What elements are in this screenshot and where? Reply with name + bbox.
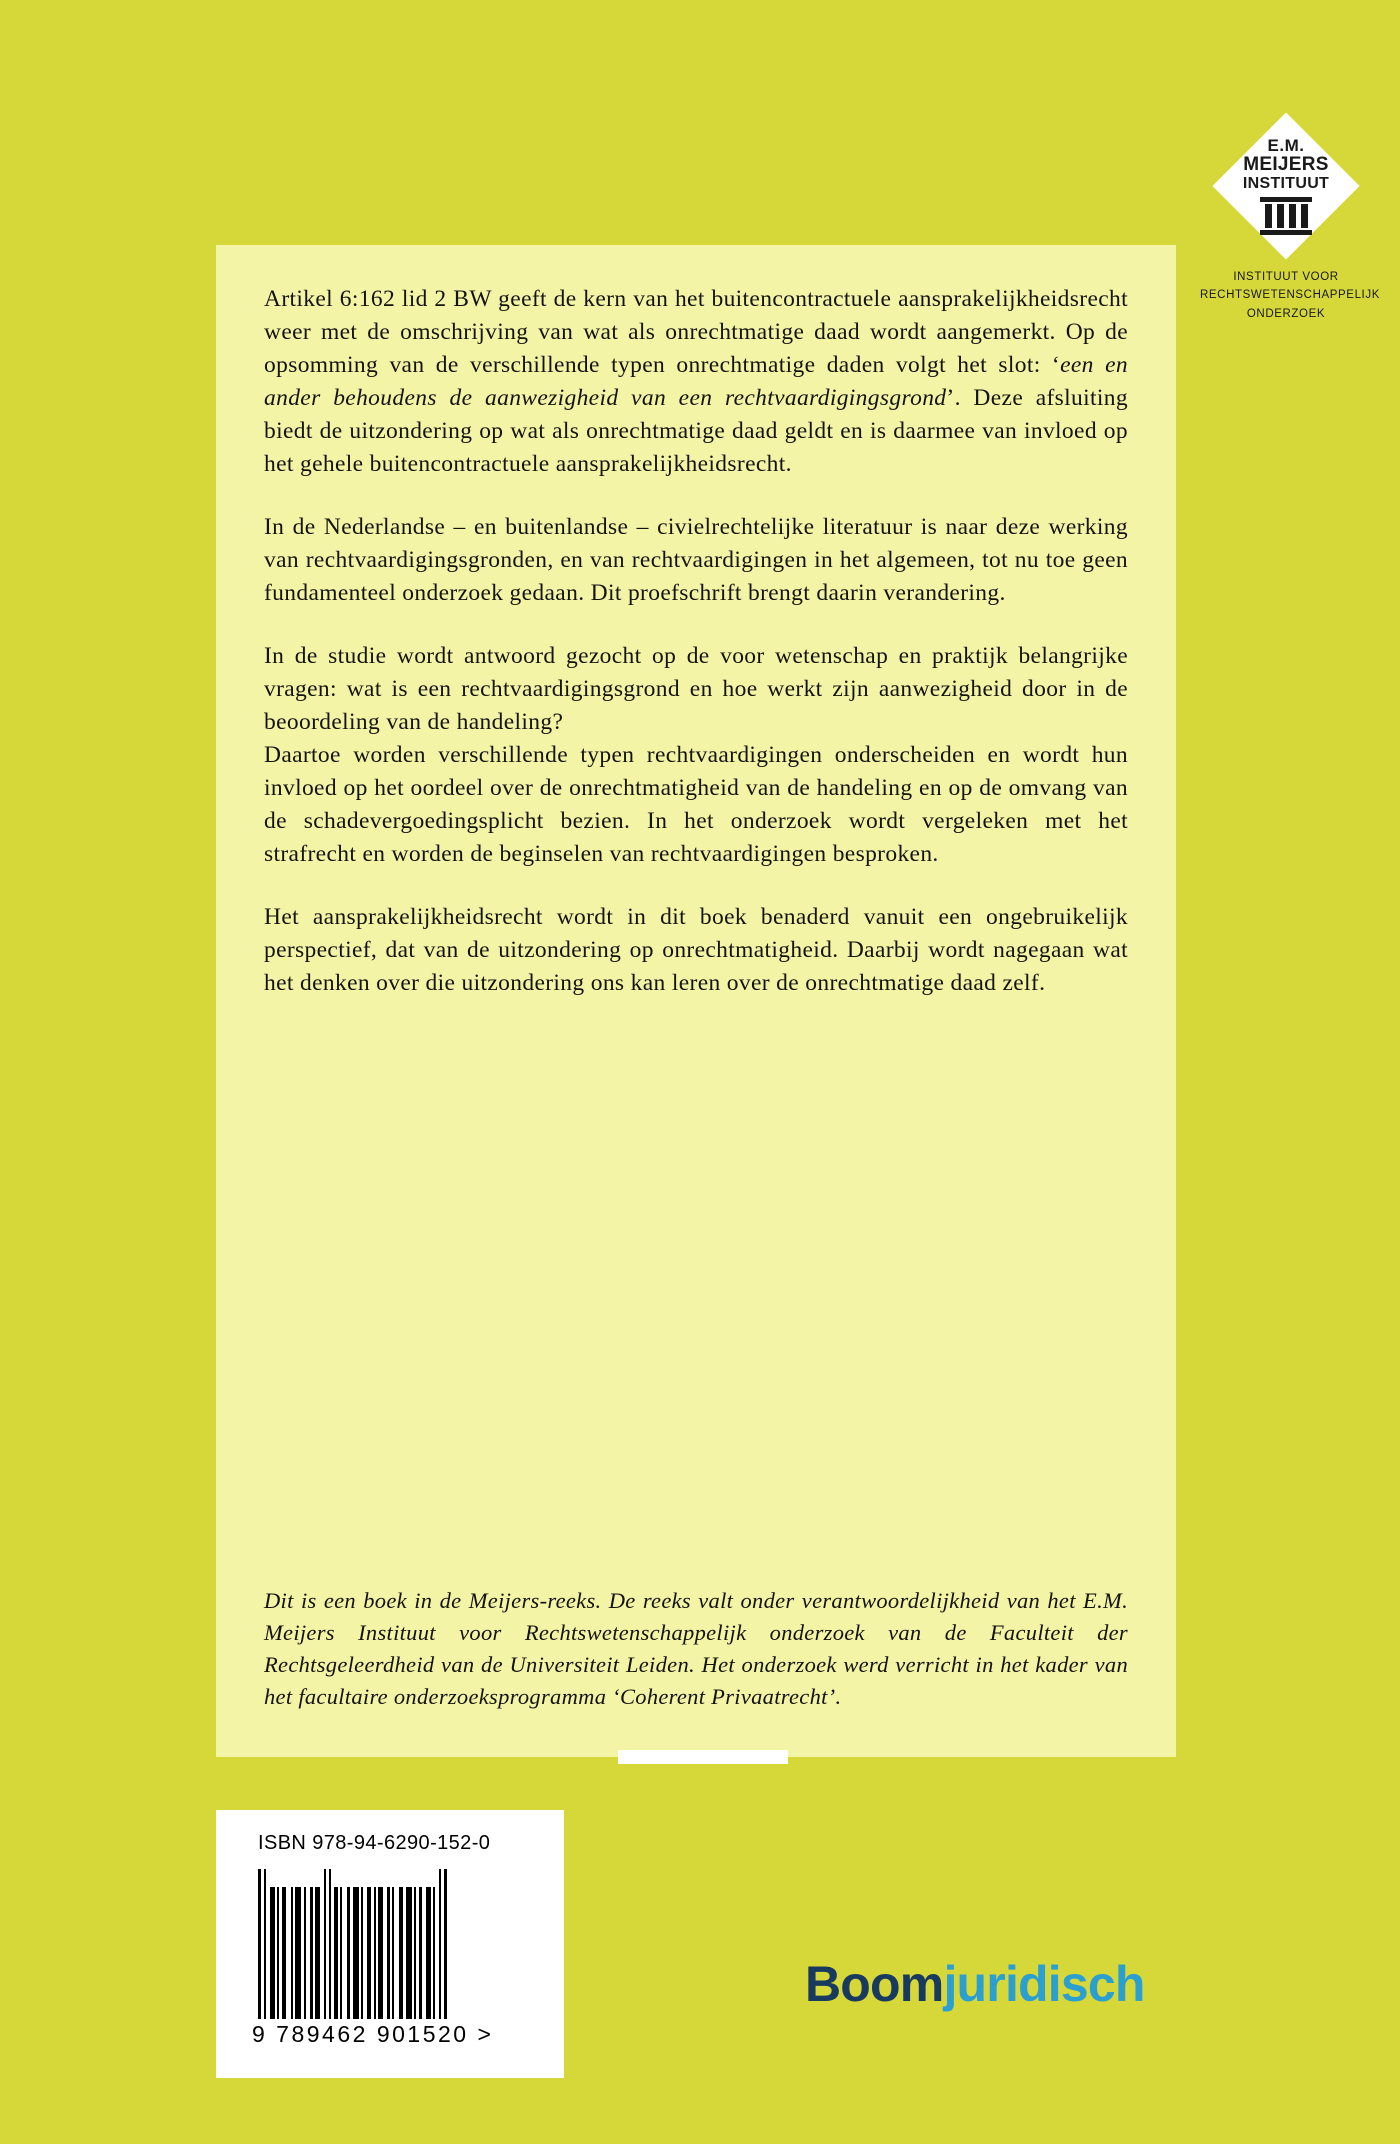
series-colophon: Dit is een boek in de Meijers-reeks. De reeks valt onder verantwoordelijkheid van het E.M. Meijers Instituut voor Rechtswetenschappelijk onderzoek van de Faculteit der Rechtsgeleerdheid van de Universiteit Leiden. Het onderzoek werd verricht in het kader van het facultaire onderzoeksprogramma ‘Coherent Privaatrecht’. [264,1588,1128,1710]
blurb-paragraph-5: Het aansprakelijkheidsrecht wordt in dit boek benaderd vanuit een ongebruikelijk perspectief, dat van de uitzondering op onrechtmatigheid. Daarbij wordt nagegaan wat het denken over die uitzondering ons kan leren over de onrechtmatige daad zelf. [264,904,1128,997]
blurb-p1-part-b: ’. Deze afsluiting biedt de uitzondering op wat als onrechtmatige daad geldt en is daarmee van invloed op het gehele buitencontractuele aansprakelijkheidsrecht. [264,385,1128,478]
isbn-label: ISBN 978-94-6290-152-0 [258,1832,491,1854]
barcode-block [216,1810,564,2078]
back-cover-text-panel [216,245,1176,1757]
blurb-paragraph-2: In de Nederlandse – en buitenlandse – civielrechtelijke literatuur is naar deze werking van rechtvaardigingsgronden, en van rechtvaardigingen in het algemeen, tot nu toe geen fundamenteel onderzoek gedaan. Dit proefschrift brengt daarin verandering. [264,514,1128,607]
barcode-digits: 9 789462 901520 > [252,2021,494,2047]
logo-line-1: E.M. [1267,136,1305,156]
institute-logo [1200,118,1380,323]
institute-caption-line-3: ONDERZOEK [1246,307,1326,320]
logo-line-3: INSTITUUT [1242,174,1330,192]
blurb-p1-part-a: Artikel 6:162 lid 2 BW geeft de kern van het buitencontractuele aansprakelijkheidsrecht weer met de omschrijving van wat als onrechtmatige daad wordt aangemerkt. Op de opsomming van de verschillende typen onrechtmatige daden volgt het slot: ‘ [264,286,1128,379]
blurb-paragraph-4: Daartoe worden verschillende typen rechtvaardigingen onderscheiden en wordt hun invloed op het oordeel over de onrechtmatigheid van de handeling en op de omvang van de schadevergoedingsplicht bezien. In het onderzoek wordt vergeleken met het strafrecht en worden de beginselen van rechtvaardigingen besproken. [264,742,1128,868]
publisher-name-juridisch: juridisch [943,1956,1145,2012]
barcode-bars-icon [258,1869,520,2019]
blurb-paragraph-1 [264,283,1128,481]
blurb-p1-quote: een en ander behoudens de aanwezigheid van een rechtvaardigingsgrond [264,352,1128,412]
publisher-name-boom: Boom [805,1956,944,2012]
institute-caption-line-2: RECHTSWETENSCHAPPELIJK [1200,289,1380,302]
institute-caption [1200,268,1380,323]
blurb-paragraph-3: In de studie wordt antwoord gezocht op de voor wetenschap en praktijk belangrijke vragen: wat is een rechtvaardigingsgrond en hoe werkt zijn aanwezigheid door in de beoordeling van de handeling? [264,643,1128,736]
temple-pillars-icon [1260,197,1312,235]
institute-caption-line-1: INSTITUUT VOOR [1233,271,1339,283]
publisher-logo [805,1955,1145,2013]
logo-line-2: MEIJERS [1243,154,1329,176]
spine-notch [618,1750,788,1764]
logo-diamond [1218,118,1354,254]
